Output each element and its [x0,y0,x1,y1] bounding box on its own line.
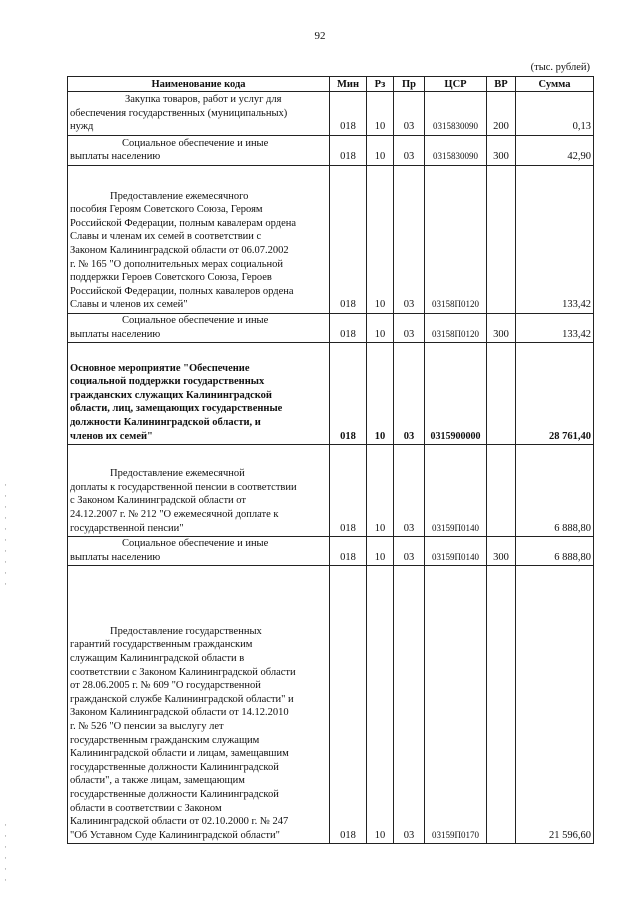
name-line: Социальное обеспечение и иные [122,315,269,326]
cell-vr [487,445,516,537]
cell-pr: 03 [394,445,425,537]
cell-rz: 10 [367,445,394,537]
table-row [68,92,594,136]
name-line: социальной поддержки государственных [70,376,265,388]
name-line: гарантий государственным гражданским [70,639,253,651]
cell-rz: 10 [367,566,394,844]
table-row [68,166,594,314]
name-line: области", а также лицам, замещающим [70,775,245,787]
cell-name [68,166,330,314]
cell-pr: 03 [394,314,425,343]
cell-sum: 28 761,40 [516,343,594,445]
cell-vr [487,166,516,314]
name-line: Предоставление государственных [110,625,262,637]
cell-name [68,92,330,136]
header-vr: ВР [487,77,516,92]
cell-csr: 0315900000 [425,343,487,445]
table-row [68,537,594,566]
name-line: гражданских служащих Калининградской [70,389,272,401]
cell-pr: 03 [394,343,425,445]
table-row [68,343,594,445]
name-line: поддержки Героев Советского Союза, Героев [70,272,272,284]
name-line: Калининградской области от 02.10.2000 г. № 247 [70,816,289,828]
margin-marks-lower: · · · · · · [4,820,7,885]
cell-pr: 03 [394,537,425,566]
name-line: Предоставление ежемесячного [110,190,249,202]
name-line: обеспечения государственных (муниципальных) [70,107,288,119]
name-line: Законом Калининградской области от 14.12.2010 [70,707,289,719]
cell-min: 018 [330,566,367,844]
header-pr: Пр [394,77,425,92]
cell-csr: 0315830090 [425,92,487,136]
cell-sum: 6 888,80 [516,445,594,537]
header-rz: Рз [367,77,394,92]
cell-vr [487,566,516,844]
cell-rz: 10 [367,343,394,445]
name-line: Закупка товаров, работ и услуг для [125,94,282,106]
margin-marks: · · · · · · · · · · [4,480,7,589]
table-row [68,566,594,844]
name-line: государственные должности Калининградской [70,789,279,800]
name-line: "Об Уставном Суде Калининградской области" [70,829,280,841]
units-label: (тыс. рублей) [530,62,590,73]
cell-min: 018 [330,92,367,136]
name-line: Российской Федерации, полных кавалеров ордена [70,285,294,297]
cell-vr [487,343,516,445]
name-line: гражданской службе Калининградской области" и [70,693,294,705]
cell-name [68,537,330,566]
table-header-row [68,77,594,92]
cell-csr: 03159П0170 [425,566,487,844]
name-line: Славы и членов их семей" [70,299,188,311]
name-line: области в соответствии с Законом [70,802,222,814]
cell-csr: 03158П0120 [425,166,487,314]
name-line: государственным гражданским служащим [70,734,260,746]
cell-vr: 200 [487,92,516,136]
name-line: пособия Героям Советского Союза, Героям [70,204,263,216]
header-name: Наименование кода [68,77,330,92]
cell-rz: 10 [367,314,394,343]
cell-min: 018 [330,166,367,314]
cell-rz: 10 [367,166,394,314]
cell-rz: 10 [367,136,394,166]
name-line: Законом Калининградской области от 06.07.2002 [70,245,289,257]
cell-min: 018 [330,136,367,166]
header-min: Мин [330,77,367,92]
cell-rz: 10 [367,92,394,136]
header-csr: ЦСР [425,77,487,92]
name-line: 24.12.2007 г. № 212 "О ежемесячной доплате к [70,509,279,520]
table-row [68,445,594,537]
cell-vr: 300 [487,537,516,566]
name-line: Калининградской области и лицам, замещавшим [70,748,289,760]
cell-csr: 0315830090 [425,136,487,166]
name-line: от 28.06.2005 г. № 609 "О государственной [70,680,261,692]
cell-sum: 133,42 [516,166,594,314]
budget-table [67,76,594,844]
name-line: Славы и членам их семей в соответствии с [70,231,262,243]
cell-min: 018 [330,343,367,445]
name-line: выплаты населению [70,151,161,163]
cell-name [68,343,330,445]
name-line: г. № 526 "О пенсии за выслугу лет [70,721,224,733]
cell-sum: 133,42 [516,314,594,343]
cell-sum: 21 596,60 [516,566,594,844]
cell-pr: 03 [394,566,425,844]
cell-sum: 6 888,80 [516,537,594,566]
name-line: служащим Калининградской области в [70,653,245,665]
name-line: выплаты населению [70,328,161,340]
name-line: членов их семей" [70,430,153,442]
cell-name [68,445,330,537]
name-line: должности Калининградской области, и [70,417,261,428]
cell-min: 018 [330,537,367,566]
name-line: Предоставление ежемесячной [110,468,245,480]
cell-pr: 03 [394,166,425,314]
cell-name [68,566,330,844]
table-row [68,314,594,343]
cell-vr: 300 [487,136,516,166]
cell-pr: 03 [394,92,425,136]
cell-min: 018 [330,314,367,343]
cell-name [68,136,330,166]
cell-min: 018 [330,445,367,537]
cell-vr: 300 [487,314,516,343]
name-line: Социальное обеспечение и иные [122,137,269,149]
cell-csr: 03159П0140 [425,537,487,566]
name-line: государственные должности Калининградской [70,761,279,773]
cell-rz: 10 [367,537,394,566]
name-line: Социальное обеспечение и иные [122,538,269,550]
name-line: Российской Федерации, полным кавалерам ордена [70,217,297,229]
name-line: соответствии с Законом Калининградской области [70,666,296,678]
header-sum: Сумма [516,77,594,92]
name-line: области, лиц, замещающих государственные [70,403,283,415]
page-number: 92 [314,30,326,42]
name-line: доплаты к государственной пенсии в соответствии [70,481,297,493]
cell-pr: 03 [394,136,425,166]
cell-csr: 03159П0140 [425,445,487,537]
name-line: с Законом Калининградской области от [70,495,247,507]
cell-sum: 0,13 [516,92,594,136]
cell-sum: 42,90 [516,136,594,166]
name-line: г. № 165 "О дополнительных мерах социальной [70,258,284,270]
name-line: выплаты населению [70,551,161,563]
name-line: государственной пенсии" [70,522,184,534]
table-row [68,136,594,166]
cell-csr: 03158П0120 [425,314,487,343]
name-line: Основное мероприятие "Обеспечение [70,362,250,374]
name-line: нужд [70,121,94,133]
cell-name [68,314,330,343]
